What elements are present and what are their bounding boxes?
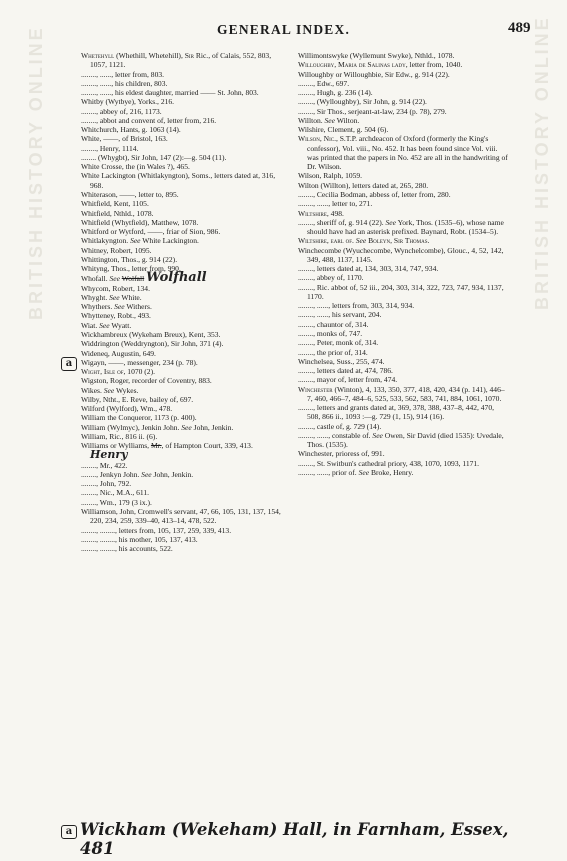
entry-heading: Whetehyll: [81, 51, 115, 60]
entry-text: ........, ......, letters from, 303, 314, 934.: [298, 301, 415, 311]
cross-reference: See: [109, 274, 120, 284]
index-entry: [298, 320, 508, 329]
entry-text: , 1070 (2).: [123, 367, 155, 377]
entry-text: White.: [119, 292, 142, 302]
cross-reference: See: [372, 430, 383, 440]
entry-text: ........, abbey of, 1170.: [298, 273, 364, 283]
index-entry: [81, 321, 289, 330]
margin-annotation-mark: a: [61, 357, 77, 371]
index-entry: [298, 283, 508, 302]
entry-text: Wilby, Ntht., E. Reve, bailey of, 697.: [81, 394, 194, 404]
entry-text: ........, Henry, 1114.: [81, 143, 139, 153]
index-entry: [298, 134, 508, 171]
index-entry: [81, 432, 289, 441]
index-entry: [81, 190, 289, 199]
index-entry: [298, 218, 508, 237]
entry-text: ........, mayor of, letter from, 474.: [298, 375, 398, 385]
entry-text: ........, ......, letter to, 271.: [298, 199, 373, 209]
entry-text: Owen, Sir David (died 1535): Uvedale, Thos. (1535).: [307, 430, 504, 450]
entry-text: Wideneq, Augustin, 649.: [81, 348, 156, 358]
entry-text: Wilshire, Clement, g. 504 (6).: [298, 125, 389, 135]
index-entry: [81, 413, 289, 422]
handwritten-correction: Wolfhall: [146, 270, 207, 286]
index-entry: [298, 301, 508, 310]
index-entry: [81, 544, 289, 553]
entry-text: William the Conqueror, 1173 (p. 400).: [81, 413, 197, 423]
entry-heading: Wiltshire, earl of.: [298, 236, 354, 246]
index-entry: [298, 338, 508, 347]
entry-text: ........ (Whygbt), Sir John, 147 (2):—g. 504 (11).: [81, 152, 227, 162]
entry-text: ........, ......, his servant, 204.: [298, 310, 382, 320]
entry-heading: Boleyn, Sir Thomas.: [368, 236, 430, 246]
index-entry: [81, 199, 289, 208]
index-entry: [81, 255, 289, 264]
entry-text: ........, abbot and convent of, letter from, 216.: [81, 115, 217, 125]
index-entry: [298, 468, 508, 477]
index-entry: [298, 181, 508, 190]
entry-text: ........, St. Switbun's cathedral priory, 438, 1070, 1093, 1171.: [298, 458, 480, 468]
cross-reference: See: [324, 115, 336, 125]
index-entry: [298, 459, 508, 468]
entry-text: ........, Hugh, g. 236 (14).: [298, 88, 373, 98]
index-entry: [81, 498, 289, 507]
index-entry: [81, 153, 289, 162]
entry-text: Wilford (Wylford), Wm., 478.: [81, 404, 173, 414]
index-column-right: [298, 51, 508, 477]
index-entry: [81, 209, 289, 218]
entry-text: Whytteney, Robt., 493.: [81, 311, 151, 321]
entry-text: ........, Jenkyn John.: [81, 469, 142, 479]
index-entry: [81, 535, 289, 544]
index-entry: [81, 479, 289, 488]
entry-text: York, Thos. (1535–6), whose name should have had an asterisk prefixed. Baynard, Robt. (1534–5).: [307, 217, 504, 237]
index-entry: [81, 125, 289, 134]
index-entry: [81, 507, 289, 526]
index-entry: [81, 470, 289, 479]
watermark-right: BRITISH HISTORY ONLINE: [532, 15, 552, 310]
watermark-left: BRITISH HISTORY ONLINE: [26, 25, 46, 320]
cross-reference: See: [103, 385, 115, 395]
entry-text: ........, John, 792.: [81, 479, 132, 489]
index-entry: [298, 385, 508, 404]
handwritten-footnote: Wickham (Wekeham) Hall, in Farnham, Essex, 481: [80, 820, 509, 858]
cross-reference: See: [141, 469, 152, 479]
entry-text: Broke, Henry.: [369, 467, 414, 477]
index-entry: [81, 367, 289, 376]
entry-text: ........, (Wylloughby), Sir John, g. 914 (22).: [298, 97, 427, 107]
index-entry: [298, 357, 508, 366]
index-entry: [298, 79, 508, 88]
entry-text: Wigston, Roger, recorder of Coventry, 883.: [81, 376, 212, 386]
entry-text: archdeacon of Oxford (formerly the King's confessor), Vol. viii., No. 452. It has been found since Vol. viii. was printed that the papers in No. 452 are all in the handwriting of Dr. Wilson.: [307, 134, 508, 172]
entry-text: White Crosse, the (in Wales ?), 465.: [81, 162, 190, 172]
entry-text: ........, ......, constable of.: [298, 430, 373, 440]
index-entry: [81, 107, 289, 116]
index-entry: [81, 144, 289, 153]
index-entry: [298, 236, 508, 245]
index-entry: [298, 171, 508, 180]
entry-text: Whityng, Thos., letter from, 990.: [81, 264, 181, 274]
cross-reference: See: [99, 320, 110, 330]
entry-text: ........, Edw., 697.: [298, 78, 350, 88]
entry-heading: Winchester: [298, 384, 333, 394]
entry-text: Whyght.: [81, 292, 110, 302]
index-entry: [298, 431, 508, 450]
index-entry: [298, 366, 508, 375]
index-entry: [81, 97, 289, 106]
index-entry: [81, 376, 289, 385]
index-entry: [298, 375, 508, 384]
entry-text: ........, Ric. abbot of, 52 iii., 204, 303, 314, 322, 723, 747, 934, 1137, 1170.: [298, 282, 504, 301]
entry-text: Whitchurch, Hants, g. 1063 (14).: [81, 125, 181, 135]
entry-text: Whitby (Wytbye), Yorks., 216.: [81, 97, 175, 107]
entry-text: Wickhambreux (Wykeham Breux), Kent, 353.: [81, 329, 221, 339]
index-entry: [81, 236, 289, 245]
cross-reference: See: [130, 236, 141, 246]
index-entry: [298, 273, 508, 282]
index-entry: [298, 125, 508, 134]
entry-text: Widdrington (Weddryngton), Sir John, 371 (4).: [81, 339, 224, 349]
entry-text: Whiterason, ——, letter to, 895.: [81, 189, 179, 199]
index-entry: [81, 218, 289, 227]
index-entry: [81, 349, 289, 358]
index-entry: [298, 246, 508, 265]
entry-text: ........, ........, letters from, 105, 137, 259, 339, 413.: [81, 525, 232, 535]
entry-text: White Lackington (Whitlakyngton), Soms., letters dated at, 316, 968.: [81, 171, 276, 190]
index-entry: [298, 70, 508, 79]
entry-text: William (Wylmyc), Jenkin John.: [81, 422, 182, 432]
entry-text: ........, Wm., 179 (3 ix.).: [81, 497, 152, 507]
page-number: 489: [508, 20, 531, 36]
index-entry: [81, 386, 289, 395]
entry-text: Whitford or Wytford, ——, friar of Sion, 986.: [81, 227, 221, 237]
index-entry: [298, 264, 508, 273]
index-entry: [298, 88, 508, 97]
struck-text: Wolfall: [121, 274, 145, 284]
entry-text: , of Hampton Court, 339, 413.: [161, 441, 253, 451]
entry-text: Whitlakyngton.: [81, 236, 131, 246]
entry-text: John, Jenkin.: [191, 422, 234, 432]
entry-text: ........, ......, prior of.: [298, 467, 359, 477]
entry-text: ........, ........, his accounts, 522.: [81, 544, 173, 554]
entry-text: ........, letters dated at, 134, 303, 314, 747, 934.: [298, 264, 439, 274]
index-entry: [81, 70, 289, 79]
entry-text: ........, castle of, g. 729 (14).: [298, 421, 382, 431]
index-entry: [298, 60, 508, 69]
index-entry: [81, 311, 289, 320]
entry-text: ........, Sir Thos., serjeant-at-law, 234 (p. 78), 279.: [298, 106, 447, 116]
index-column-left: [81, 51, 289, 553]
index-entry: [298, 51, 508, 60]
entry-text: Wiat.: [81, 320, 100, 330]
entry-text: Whitfield (Whytfield), Matthew, 1078.: [81, 217, 199, 227]
index-entry: [81, 227, 289, 236]
index-entry: [81, 88, 289, 97]
index-entry: [298, 107, 508, 116]
index-entry: [81, 526, 289, 535]
entry-text: ........, the prior of, 314.: [298, 347, 368, 357]
entry-text: ........, abbey of, 216, 1173.: [81, 106, 162, 116]
entry-text: (Winton), 4, 133, 350, 377, 418, 420, 434 (p. 141), 446–7, 460, 466–7, 484–6, 525, 533, 562, 583, 741, 884, 1061, 1070.: [307, 384, 505, 403]
index-entry: [81, 302, 289, 311]
running-header: [0, 20, 567, 44]
entry-text: , letter from, 1040.: [405, 60, 463, 70]
index-entry: [298, 209, 508, 218]
entry-text: Wikes.: [81, 385, 104, 395]
entry-text: William, Ric., 816 ii. (6).: [81, 431, 158, 441]
cross-reference: See: [114, 302, 125, 312]
entry-text: Whycom, Robert, 134.: [81, 283, 150, 293]
index-entry: [298, 199, 508, 208]
entry-text: ........, ......, his children, 803.: [81, 78, 168, 88]
index-entry: [81, 488, 289, 497]
index-entry: [81, 246, 289, 255]
index-entry: [81, 358, 289, 367]
entry-text: ........, Cecilia Bodman, abbess of, letter from, 280.: [298, 189, 451, 199]
entry-text: Ric., of Calais, 552, 803, 1057, 1121.: [90, 51, 272, 70]
entry-text: ........, letters dated at, 474, 786.: [298, 366, 393, 376]
entry-text: ........, Peter, monk of, 314.: [298, 338, 379, 348]
entry-heading: Willoughby, Maria de Salinas lady: [298, 60, 406, 70]
entry-text: Whittington, Thos., g. 914 (22).: [81, 254, 178, 264]
entry-text: Wigayn, ——, messenger, 234 (p. 78).: [81, 357, 198, 367]
index-entry: [81, 51, 289, 70]
cross-reference: See: [385, 217, 396, 227]
entry-text: Willoughby or Willoughbie, Sir Edw., g. 914 (22).: [298, 69, 450, 79]
index-entry: [81, 404, 289, 413]
index-entry: [298, 403, 508, 422]
index-entry: [298, 449, 508, 458]
index-entry: [81, 339, 289, 348]
struck-text: Mr.: [150, 441, 162, 451]
entry-text: (Whethill, Whetehill),: [114, 51, 185, 60]
index-entry: [81, 330, 289, 339]
entry-text: Williamson, John, Cromwell's servant, 47, 66, 105, 131, 137, 154, 220, 234, 259, 339–40, 413–14, 478, 522.: [81, 507, 281, 526]
entry-text: Wilton (Willton), letters dated at, 265, 280.: [298, 180, 429, 190]
entry-text: White Lackington.: [140, 236, 199, 246]
index-entry: [81, 423, 289, 432]
index-entry: [298, 190, 508, 199]
entry-text: Whofall.: [81, 274, 110, 284]
entry-text: White, ——, of Bristol, 163.: [81, 134, 168, 144]
cross-reference: See: [109, 292, 120, 302]
entry-text: ........, letters and grants dated at, 369, 378, 388, 437–8, 442, 470, 508, 866 ii., 1093 :—g. 729 (1, 15), 914 (16).: [298, 403, 494, 422]
entry-text: Wyatt.: [109, 320, 132, 330]
footnote-mark: a: [61, 825, 77, 839]
entry-text: Wykes.: [114, 385, 139, 395]
index-entry: [81, 116, 289, 125]
entry-text: Whitfield, Nthld., 1078.: [81, 208, 154, 218]
entry-text: Wilson, Ralph, 1059.: [298, 171, 363, 181]
entry-text: , 498.: [326, 208, 344, 218]
index-entry: [81, 395, 289, 404]
entry-text: Withers.: [124, 302, 152, 312]
entry-text: Willimontswyke (Wyllemunt Swyke), Nthld., 1078.: [298, 51, 455, 60]
entry-heading: Wilson, Nic., S.T.P.: [298, 134, 357, 144]
entry-text: ........, Nic., M.A., 611.: [81, 488, 150, 498]
index-entry: [81, 441, 289, 461]
index-entry: [298, 97, 508, 106]
entry-text: ........, ......, his eldest daughter, married —— St. John, 803.: [81, 88, 259, 98]
index-entry: [81, 79, 289, 88]
cross-reference: See: [181, 422, 192, 432]
entry-text: Winchecombe (Wyuchecombe, Wynchelcombe), Glouc., 4, 52, 142, 349, 488, 1137, 1145.: [298, 245, 504, 264]
entry-heading: Wight, Isle of: [81, 367, 124, 377]
handwritten-correction: Henry: [90, 448, 128, 462]
entry-text: ........, chauntor of, 314.: [298, 319, 369, 329]
index-entry: [298, 116, 508, 125]
cross-reference: See: [358, 467, 370, 477]
entry-text: Winchester, prioress of, 991.: [298, 449, 385, 459]
entry-text: John, Jenkin.: [151, 469, 194, 479]
entry-text: ........, Mr., 422.: [81, 460, 128, 470]
index-entry: [81, 293, 289, 302]
entry-text: Whitfield, Kent, 1105.: [81, 199, 149, 209]
index-entry: [298, 348, 508, 357]
entry-text: Williams or Wylliams,: [81, 441, 151, 451]
index-entry: [298, 329, 508, 338]
index-entry: [81, 134, 289, 143]
entry-text: Whitney, Robert, 1095.: [81, 245, 152, 255]
index-entry: [298, 422, 508, 431]
page-title: GENERAL INDEX.: [216, 22, 351, 37]
entry-text: Willton.: [298, 115, 325, 125]
entry-title: Sir: [184, 51, 194, 60]
entry-text: ........, ........, his mother, 105, 137, 413.: [81, 534, 198, 544]
index-entry: [81, 171, 289, 190]
entry-heading: Wiltshire: [298, 208, 327, 218]
index-entry: [298, 310, 508, 319]
index-entry: [81, 461, 289, 470]
index-entry: [81, 162, 289, 171]
entry-text: Whythers.: [81, 302, 115, 312]
entry-text: ........, ......, letter from, 803.: [81, 69, 165, 79]
entry-text: Winchelsea, Suss., 255, 474.: [298, 356, 385, 366]
entry-text: ........, sheriff of, g. 914 (22).: [298, 217, 386, 227]
index-entry: [81, 270, 289, 286]
cross-reference: See: [353, 236, 369, 246]
entry-text: Wilton.: [335, 115, 360, 125]
entry-text: ........, monks of, 747.: [298, 328, 363, 338]
